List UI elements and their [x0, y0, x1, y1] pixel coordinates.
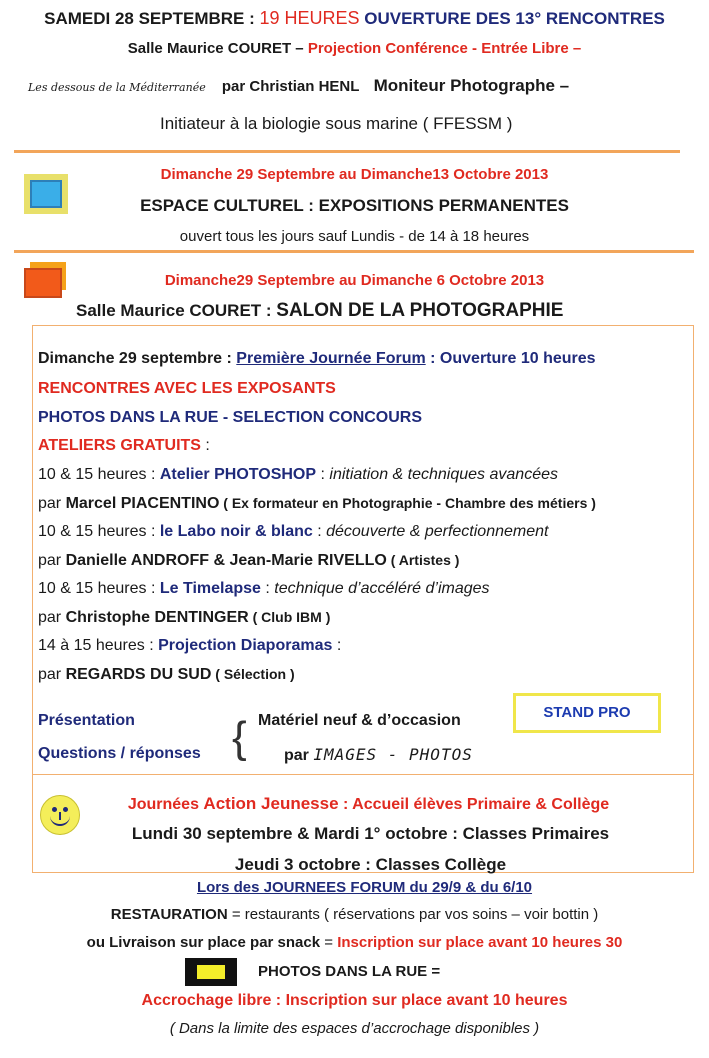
- header-event: Projection Conférence - Entrée Libre –: [307, 40, 582, 57]
- workshop-host: Christophe DENTINGER: [65, 609, 249, 626]
- expo-hours: ouvert tous les jours sauf Lundis - de 14 à 18 heures: [179, 228, 530, 245]
- divider-2: [14, 250, 694, 253]
- header-line-2: [0, 40, 709, 57]
- footer-hang: Accrochage libre : Inscription sur place avant 10 heures: [141, 992, 568, 1009]
- brace-icon: {: [232, 713, 247, 762]
- header-line-3: [28, 76, 569, 96]
- header-venue: Salle Maurice COURET –: [127, 40, 304, 57]
- forum-sep: :: [222, 350, 237, 367]
- workshop-host-by: par: [38, 495, 66, 512]
- workshop-time: 10 & 15 heures :: [38, 523, 160, 540]
- footer-restauration-eq: = restaurants ( réservations par vos soins – voir bottin ): [227, 906, 599, 923]
- expo-label-rest: EXPOSITIONS PERMANENTES: [318, 196, 569, 215]
- workshop-desc: technique d’accéléré d’images: [274, 580, 490, 597]
- workshop-row: [38, 466, 558, 484]
- workshop-time: 14 à 15 heures :: [38, 637, 159, 654]
- footer-restauration: RESTAURATION: [110, 906, 228, 923]
- forum-images: IMAGES - PHOTOS: [313, 745, 473, 764]
- workshop-desc: initiation & techniques avancées: [329, 466, 558, 483]
- workshop-name: Le Timelapse: [159, 580, 261, 597]
- workshop-row: [38, 580, 490, 598]
- workshop-time: 10 & 15 heures :: [38, 580, 160, 597]
- workshop-host-row: [38, 552, 459, 570]
- header-role-2: Initiateur à la biologie sous marine ( FFESSM ): [160, 114, 513, 133]
- workshop-host-by: par: [38, 666, 66, 683]
- yellow-rectangle-fill: [197, 965, 225, 979]
- header-time: 19 HEURES: [259, 8, 360, 28]
- footer-forum-days: Lors des JOURNEES FORUM du 29/9 & du 6/10: [196, 879, 533, 896]
- salon-title: [76, 300, 563, 322]
- header-opening: OUVERTURE DES 13° RENCONTRES: [364, 9, 665, 28]
- forum-first-day: Première Journée Forum: [236, 350, 426, 367]
- forum-presentation: Présentation: [38, 712, 135, 729]
- salon-title-text: SALON DE LA PHOTOGRAPHIE: [276, 300, 564, 321]
- youth-t1: Journées: [127, 796, 204, 813]
- youth-t3: : Accueil élèves Primaire & Collège: [338, 796, 610, 813]
- workshop-host-note: ( Club IBM ): [248, 609, 331, 625]
- expo-label-prefix: ESPACE CULTUREL: [140, 196, 304, 215]
- salon-dates: Dimanche29 Septembre au Dimanche 6 Octobre 2013: [164, 272, 545, 289]
- workshop-host-note: ( Sélection ): [211, 666, 295, 682]
- header-role: Moniteur Photographe –: [373, 76, 570, 95]
- workshop-sep: :: [312, 523, 327, 540]
- workshop-desc: découverte & perfectionnement: [326, 523, 549, 540]
- workshop-host-by: par: [38, 552, 66, 569]
- forum-workshops-line: [38, 437, 210, 455]
- workshop-time: 10 & 15 heures :: [38, 466, 160, 483]
- forum-street: PHOTOS DANS LA RUE - SELECTION CONCOURS: [38, 409, 423, 426]
- forum-material: Matériel neuf & d’occasion: [258, 712, 461, 729]
- header-by: par Christian HENL: [221, 78, 360, 95]
- youth-title: [14, 794, 709, 814]
- forum-day-line: [38, 350, 596, 368]
- salon-venue: Salle Maurice COURET: [76, 301, 262, 320]
- yellow-rectangle-icon: [185, 958, 237, 986]
- workshop-name: le Labo noir & blanc: [159, 523, 313, 540]
- expo-dates: Dimanche 29 Septembre au Dimanche13 Octobre 2013: [160, 166, 549, 183]
- youth-college: Jeudi 3 octobre : Classes Collège: [234, 855, 507, 874]
- forum-images-line: [284, 745, 473, 765]
- expo-title: [0, 196, 709, 216]
- footer-restauration-line: [0, 906, 709, 923]
- workshop-host-row: [38, 495, 596, 513]
- workshop-row: [38, 637, 341, 655]
- forum-workshops-colon: :: [200, 437, 210, 454]
- header-line-1: [0, 8, 709, 29]
- footer-delivery-line: [0, 934, 709, 951]
- forum-qa: Questions / réponses: [38, 745, 201, 762]
- workshop-host: Marcel PIACENTINO: [65, 495, 220, 512]
- workshop-host-by: par: [38, 609, 66, 626]
- forum-meet: RENCONTRES AVEC LES EXPOSANTS: [38, 380, 336, 397]
- forum-opening: : Ouverture 10 heures: [425, 350, 596, 367]
- workshop-host: Danielle ANDROFF & Jean-Marie RIVELLO: [65, 552, 387, 569]
- forum-par: par: [284, 747, 314, 764]
- workshop-sep: :: [332, 637, 342, 654]
- footer-delivery-eq: =: [320, 934, 338, 951]
- workshop-sep: :: [260, 580, 275, 597]
- forum-day: Dimanche 29 septembre: [38, 350, 223, 367]
- footer-limit: ( Dans la limite des espaces d’accrochage disponibles ): [169, 1020, 540, 1037]
- workshop-host: REGARDS DU SUD: [65, 666, 212, 683]
- expo-label-colon: :: [303, 196, 319, 215]
- header-date: SAMEDI 28 SEPTEMBRE :: [44, 9, 255, 28]
- workshop-sep: :: [316, 466, 330, 483]
- forum-workshops: ATELIERS GRATUITS: [38, 437, 201, 454]
- workshop-name: Atelier PHOTOSHOP: [159, 466, 317, 483]
- forum-box-divider: [32, 774, 694, 775]
- workshop-host-row: [38, 666, 295, 684]
- header-script-title: Les dessous de la Méditerranée: [28, 81, 206, 94]
- youth-t2: Action Jeunesse: [203, 794, 339, 813]
- stand-pro-label: STAND PRO: [543, 704, 631, 721]
- footer-street: PHOTOS DANS LA RUE =: [258, 963, 441, 980]
- forum-box: [32, 325, 694, 873]
- stand-pro-badge: [513, 693, 661, 733]
- workshop-host-note: ( Artistes ): [386, 552, 460, 568]
- workshop-host-note: ( Ex formateur en Photographie - Chambre des métiers ): [219, 495, 596, 511]
- footer-delivery: ou Livraison sur place par snack: [86, 934, 321, 951]
- salon-colon: :: [261, 301, 277, 320]
- footer-delivery-red: Inscription sur place avant 10 heures 30: [337, 934, 623, 951]
- workshop-name: Projection Diaporamas: [158, 637, 333, 654]
- workshop-row: [38, 523, 548, 541]
- divider-1: [14, 150, 680, 153]
- workshop-host-row: [38, 609, 330, 627]
- youth-primary: Lundi 30 septembre & Mardi 1° octobre : Classes Primaires: [131, 824, 610, 843]
